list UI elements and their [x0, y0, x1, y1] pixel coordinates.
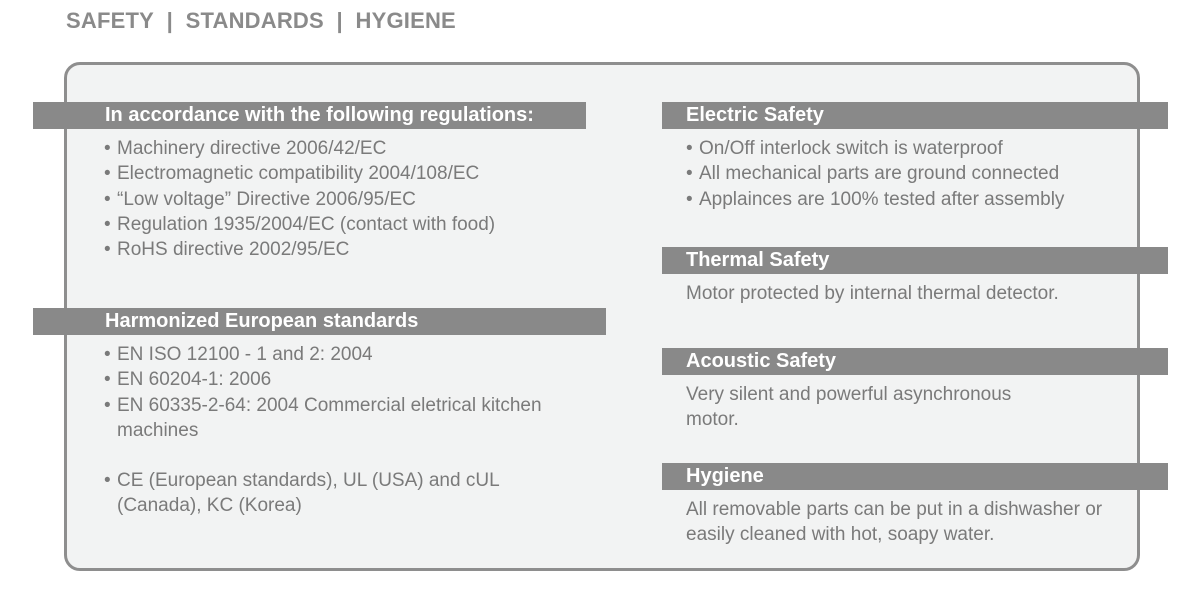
harmonized-list: [104, 342, 604, 443]
electric-safety-list: [686, 136, 1146, 212]
electric-item: • Applainces are 100% tested after assembly: [686, 187, 1146, 212]
page-title: [66, 8, 456, 34]
title-hygiene: HYGIENE: [355, 8, 456, 33]
regulations-list: [104, 136, 604, 262]
regulation-item: • Machinery directive 2006/42/EC: [104, 136, 604, 161]
acoustic-description: Very silent and powerful asynchronous motor.: [686, 384, 1012, 431]
certification-item: • CE (European standards), UL (USA) and cUL (Canada), KC (Korea): [104, 468, 574, 519]
hygiene-description: All removable parts can be put in a dishwasher or easily cleaned with hot, soapy water.: [686, 499, 1103, 546]
thermal-description: Motor protected by internal thermal detector.: [686, 283, 1059, 304]
electric-safety-heading: Electric Safety: [662, 102, 1168, 129]
standard-item: • EN 60204-1: 2006: [104, 367, 604, 392]
regulation-item: • Regulation 1935/2004/EC (contact with food): [104, 212, 604, 237]
regulation-item: • Electromagnetic compatibility 2004/108/EC: [104, 161, 604, 186]
hygiene-heading: Hygiene: [662, 463, 1168, 490]
electric-item: • All mechanical parts are ground connected: [686, 161, 1146, 186]
acoustic-safety-heading: Acoustic Safety: [662, 348, 1168, 375]
standard-item: • EN 60335-2-64: 2004 Commercial eletrical kitchen machines: [104, 393, 604, 444]
certifications-list: [104, 468, 574, 519]
thermal-safety-heading: Thermal Safety: [662, 247, 1168, 274]
regulation-item: • RoHS directive 2002/95/EC: [104, 237, 604, 262]
harmonized-heading: Harmonized European standards: [33, 308, 606, 335]
electric-item: • On/Off interlock switch is waterproof: [686, 136, 1146, 161]
standard-item: • EN ISO 12100 - 1 and 2: 2004: [104, 342, 604, 367]
regulations-heading: In accordance with the following regulations:: [33, 102, 586, 129]
hygiene-text: [686, 497, 1148, 548]
thermal-safety-text: [686, 281, 1146, 306]
title-separator: |: [166, 8, 173, 33]
title-standards: STANDARDS: [185, 8, 324, 33]
regulation-item: • “Low voltage” Directive 2006/95/EC: [104, 187, 604, 212]
title-separator: |: [336, 8, 343, 33]
acoustic-safety-text: [686, 382, 1066, 433]
title-safety: SAFETY: [66, 8, 154, 33]
